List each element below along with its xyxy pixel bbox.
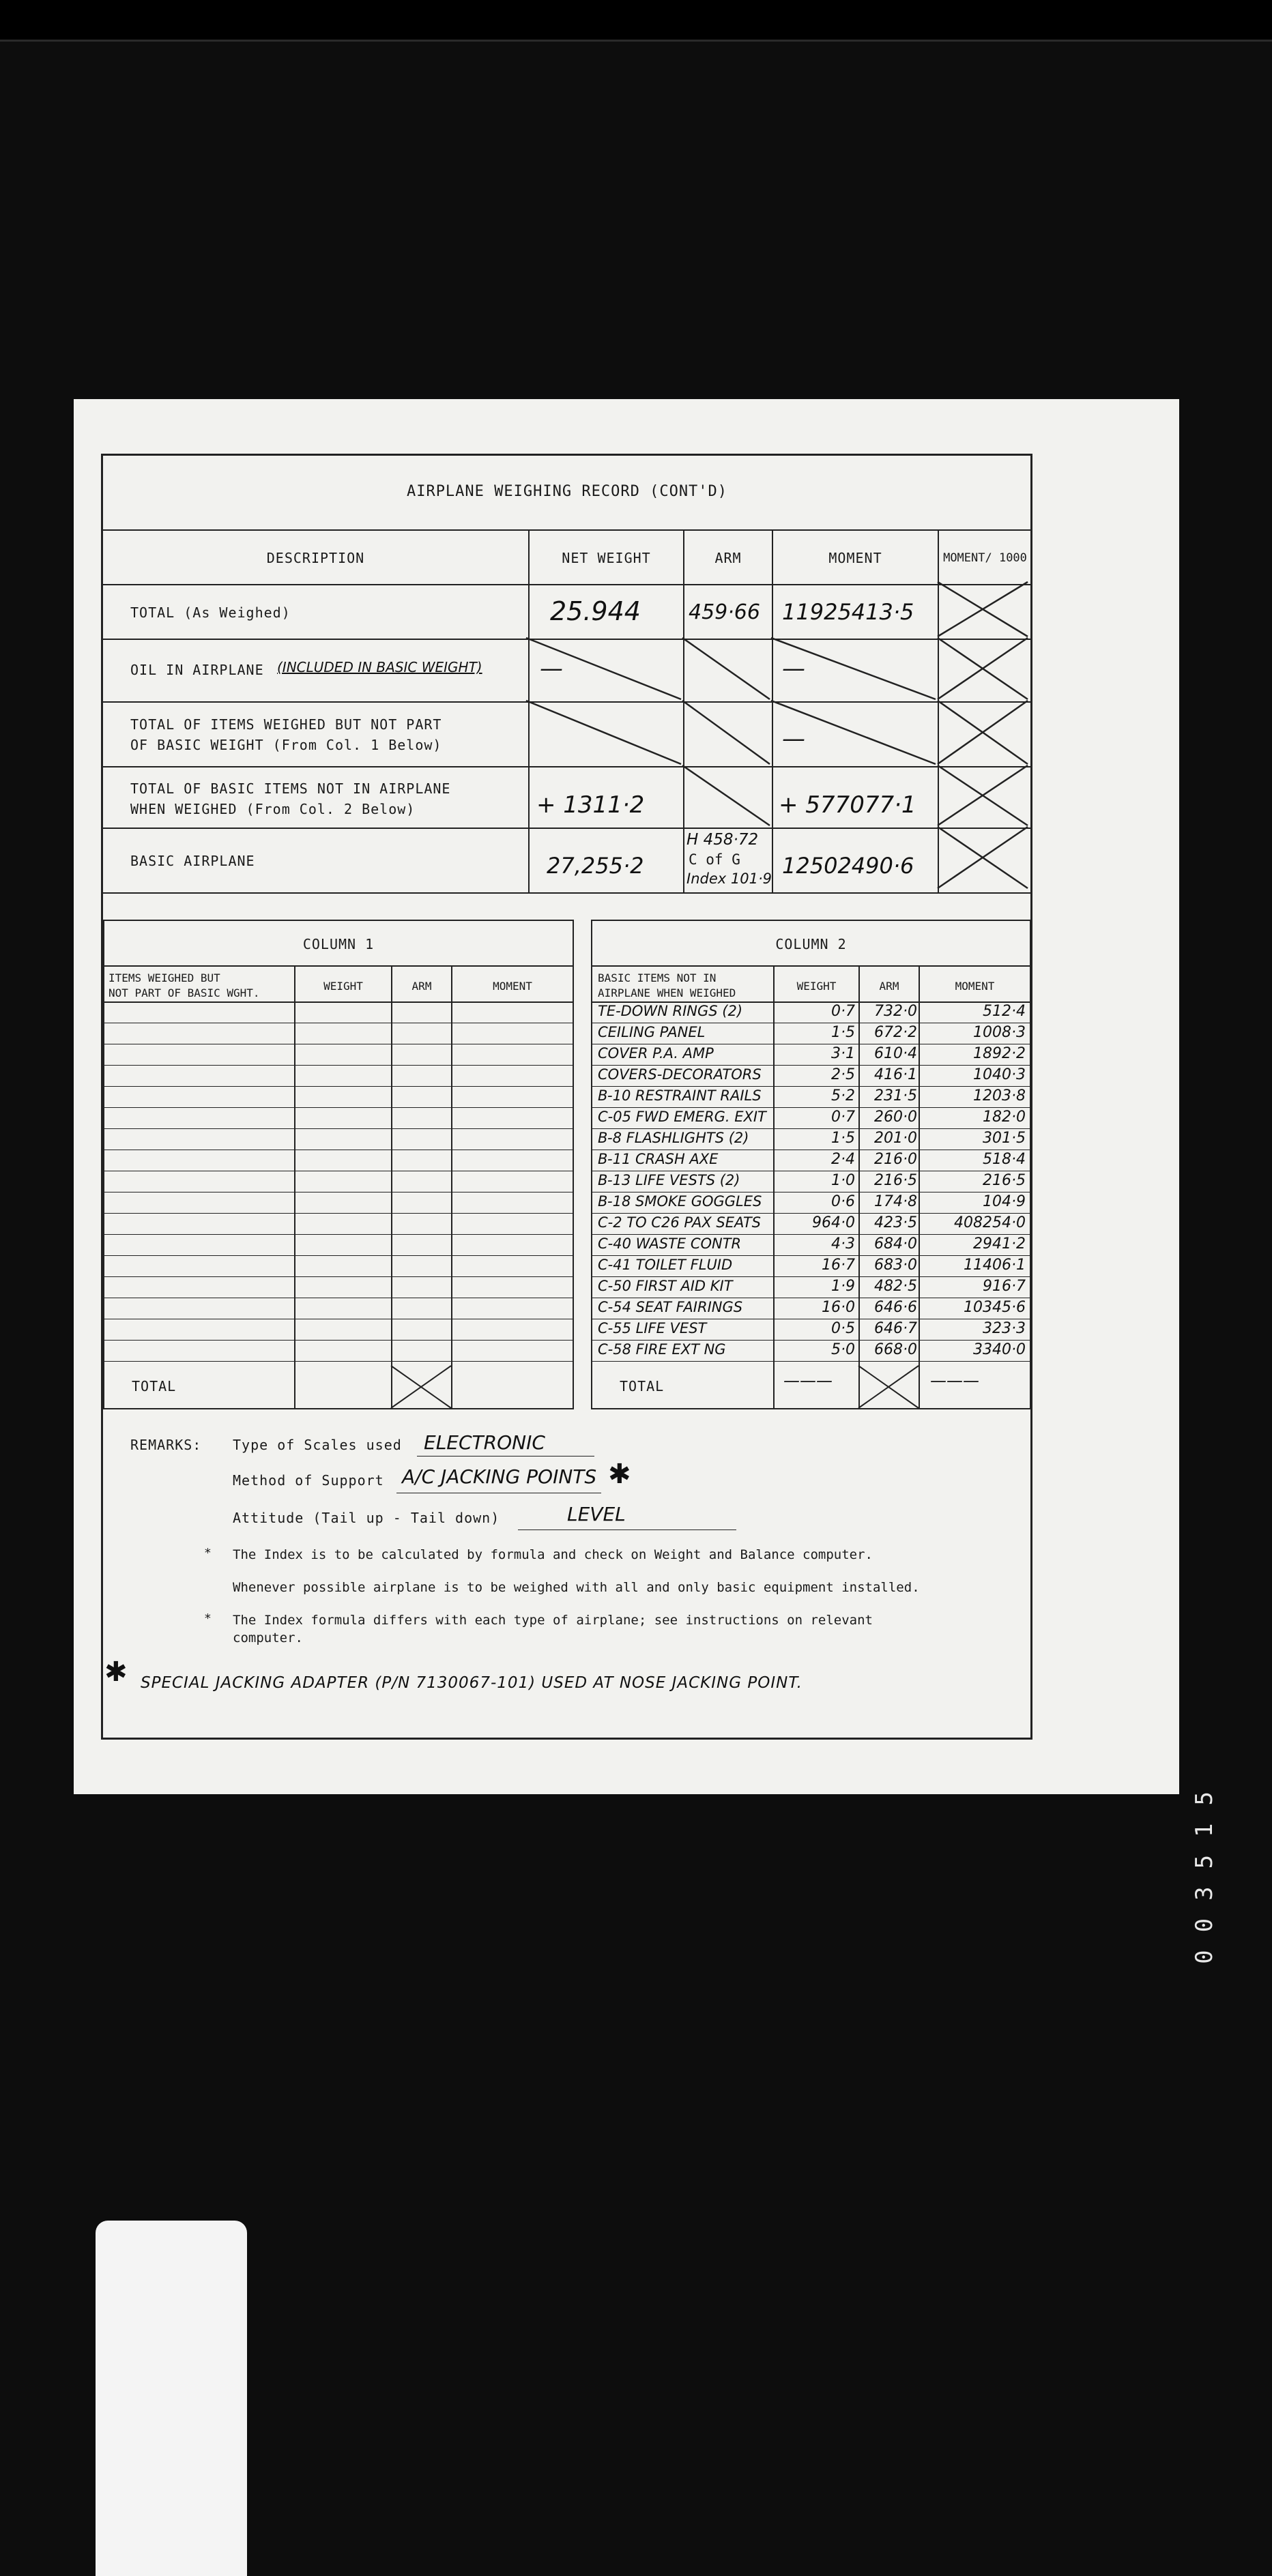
- row-oil-label: OIL IN AIRPLANE: [130, 662, 264, 678]
- column2-cell-item: C-58 FIRE EXT NG: [598, 1341, 726, 1358]
- weighing-record-sheet: [74, 399, 1179, 1794]
- row-total-as-weighed-weight: 25.944: [550, 596, 641, 626]
- column2-cell-arm: 610·4: [874, 1045, 917, 1062]
- bullet-icon: *: [204, 1546, 212, 1560]
- remarks-label: REMARKS:: [130, 1437, 202, 1453]
- row-total-as-weighed-arm: 459·66: [689, 600, 760, 624]
- column2-cell-weight: 2·4: [831, 1151, 855, 1168]
- column2-cell-moment: 512·4: [983, 1003, 1026, 1020]
- note-index-formula: The Index formula differs with each type of airplane; see instructions on relevant: [233, 1613, 873, 1628]
- column2-cell-item: C-55 LIFE VEST: [598, 1320, 707, 1336]
- column2-cell-arm: 174·8: [874, 1193, 917, 1210]
- column1-header-items1: ITEMS WEIGHED BUT: [109, 971, 220, 984]
- scales-label: Type of Scales used: [233, 1437, 402, 1453]
- column2-cell-arm: 684·0: [874, 1235, 917, 1253]
- column2-cell-moment: 301·5: [983, 1130, 1026, 1147]
- header-arm: ARM: [714, 550, 742, 566]
- column1-total-label: TOTAL: [132, 1378, 177, 1394]
- column2-cell-item: B-8 FLASHLIGHTS (2): [598, 1130, 749, 1146]
- column2-cell-moment: 10345·6: [964, 1299, 1026, 1316]
- column2-cell-moment: 2941·2: [973, 1235, 1026, 1253]
- row-total-as-weighed-moment: 11925413·5: [782, 599, 914, 625]
- column2-cell-moment: 1892·2: [973, 1045, 1026, 1062]
- row-basic-airplane-weight: 27,255·2: [547, 853, 644, 879]
- column2-cell-arm: 216·0: [874, 1151, 917, 1168]
- column2-cell-moment: 323·3: [983, 1320, 1026, 1337]
- row-oil-weight: —: [540, 655, 563, 682]
- column2-cell-moment: 182·0: [983, 1109, 1026, 1126]
- column2-header-items2: AIRPLANE WHEN WEIGHED: [598, 986, 736, 999]
- column2-cell-item: C-54 SEAT FAIRINGS: [598, 1299, 743, 1315]
- column2-cell-arm: 672·2: [874, 1024, 917, 1041]
- column2-cell-arm: 646·7: [874, 1320, 917, 1337]
- table-strike-lines: [74, 399, 1179, 1794]
- film-top-band: [0, 0, 1272, 41]
- column2-cell-arm: 216·5: [874, 1172, 917, 1189]
- asterisk-mark-icon: ✱: [608, 1459, 631, 1490]
- column2-cell-item: TE-DOWN RINGS (2): [598, 1003, 743, 1019]
- column2-cell-weight: 16·0: [822, 1299, 855, 1316]
- column2-cell-weight: 5·0: [831, 1341, 855, 1358]
- row-basic-airplane-index: Index 101·9: [686, 870, 772, 887]
- film-edge: [0, 40, 1272, 42]
- column2-cell-moment: 1203·8: [973, 1087, 1026, 1104]
- column2-cell-item: C-2 TO C26 PAX SEATS: [598, 1214, 762, 1231]
- row-basic-airplane-moment: 12502490·6: [782, 853, 914, 879]
- column1-title: COLUMN 1: [302, 936, 375, 952]
- support-label: Method of Support: [233, 1472, 384, 1489]
- column2-cell-arm: 482·5: [874, 1278, 917, 1295]
- row-basic-not-in-label1: TOTAL OF BASIC ITEMS NOT IN AIRPLANE: [130, 780, 451, 797]
- column2-cell-item: C-05 FWD EMERG. EXIT: [598, 1109, 766, 1125]
- column2-total-weight: ———: [783, 1371, 833, 1390]
- row-basic-airplane-cg-label: C of G: [689, 851, 740, 868]
- column2-cell-weight: 0·6: [831, 1193, 855, 1210]
- column1-header-weight: WEIGHT: [323, 980, 363, 993]
- row-total-as-weighed-label: TOTAL (As Weighed): [130, 604, 291, 621]
- row-basic-not-in-weight: + 1311·2: [536, 791, 645, 819]
- row-oil-moment: —: [782, 655, 805, 682]
- column2-cell-arm: 416·1: [874, 1066, 917, 1083]
- column2-cell-moment: 916·7: [983, 1278, 1026, 1295]
- support-value: A/C JACKING POINTS: [402, 1465, 597, 1488]
- note-index-formula-cont: computer.: [233, 1630, 303, 1645]
- column2-cell-moment: 1040·3: [973, 1066, 1026, 1083]
- header-moment-1000: MOMENT/ 1000: [943, 551, 1027, 565]
- special-jacking-note: SPECIAL JACKING ADAPTER (P/N 7130067-101) USED AT NOSE JACKING POINT.: [141, 1674, 803, 1692]
- column2-cell-weight: 3·1: [831, 1045, 855, 1062]
- row-items-not-basic-moment: —: [782, 725, 805, 752]
- column2-cell-moment: 408254·0: [954, 1214, 1026, 1231]
- column2-cell-item: B-11 CRASH AXE: [598, 1151, 719, 1167]
- column2-cell-weight: 0·7: [831, 1003, 855, 1020]
- column2-header-arm: ARM: [879, 980, 899, 993]
- column2-cell-moment: 11406·1: [964, 1257, 1026, 1274]
- column2-cell-item: CEILING PANEL: [598, 1024, 706, 1040]
- asterisk-mark-icon: ✱: [104, 1656, 128, 1688]
- row-basic-airplane-label: BASIC AIRPLANE: [130, 853, 255, 869]
- column2-cell-moment: 518·4: [983, 1151, 1026, 1168]
- column2-header-weight: WEIGHT: [796, 980, 837, 993]
- column2-cell-weight: 2·5: [831, 1066, 855, 1083]
- scales-value: ELECTRONIC: [424, 1431, 545, 1454]
- header-moment: MOMENT: [828, 550, 882, 566]
- column2-cell-weight: 1·9: [831, 1278, 855, 1295]
- header-net-weight: NET WEIGHT: [562, 550, 651, 566]
- column2-cell-item: COVERS-DECORATORS: [598, 1066, 762, 1083]
- column1-header-arm: ARM: [411, 980, 432, 993]
- column2-cell-weight: 0·7: [831, 1109, 855, 1126]
- bullet-icon: *: [204, 1611, 212, 1626]
- row-basic-airplane-arm: H 458·72: [686, 831, 759, 849]
- column2-cell-weight: 1·5: [831, 1024, 855, 1041]
- column2-cell-arm: 683·0: [874, 1257, 917, 1274]
- column2-title: COLUMN 2: [775, 936, 847, 952]
- column2-header-moment: MOMENT: [955, 980, 995, 993]
- column2-cell-weight: 964·0: [812, 1214, 855, 1231]
- film-leader-strip: [96, 2221, 247, 2576]
- column2-cell-arm: 231·5: [874, 1087, 917, 1104]
- column2-cell-moment: 1008·3: [973, 1024, 1026, 1041]
- column1-header-items2: NOT PART OF BASIC WGHT.: [109, 986, 260, 999]
- column2-header-items1: BASIC ITEMS NOT IN: [598, 971, 717, 984]
- column1-header-moment: MOMENT: [493, 980, 532, 993]
- column2-cell-item: B-10 RESTRAINT RAILS: [598, 1087, 762, 1104]
- column2-cell-arm: 668·0: [874, 1341, 917, 1358]
- column2-cell-weight: 0·5: [831, 1320, 855, 1337]
- column2-cell-item: C-50 FIRST AID KIT: [598, 1278, 733, 1294]
- column2-cell-weight: 5·2: [831, 1087, 855, 1104]
- column2-cell-item: C-40 WASTE CONTR: [598, 1235, 742, 1252]
- row-basic-not-in-label2: WHEN WEIGHED (From Col. 2 Below): [130, 801, 416, 817]
- column2-cell-weight: 1·0: [831, 1172, 855, 1189]
- header-description: DESCRIPTION: [266, 550, 365, 566]
- attitude-label: Attitude (Tail up - Tail down): [233, 1510, 500, 1526]
- column2-cell-moment: 216·5: [983, 1172, 1026, 1189]
- note-basic-equipment: Whenever possible airplane is to be weighed with all and only basic equipment installed.: [233, 1580, 920, 1595]
- column2-cell-arm: 646·6: [874, 1299, 917, 1316]
- column2-cell-arm: 201·0: [874, 1130, 917, 1147]
- column2-cell-item: B-13 LIFE VESTS (2): [598, 1172, 740, 1188]
- form-title: AIRPLANE WEIGHING RECORD (CONT'D): [406, 483, 728, 500]
- column2-cell-moment: 3340·0: [973, 1341, 1026, 1358]
- row-items-not-basic-label2: OF BASIC WEIGHT (From Col. 1 Below): [130, 737, 442, 753]
- attitude-value: LEVEL: [567, 1503, 626, 1525]
- row-oil-note: (INCLUDED IN BASIC WEIGHT): [277, 659, 482, 675]
- column2-cell-weight: 4·3: [831, 1235, 855, 1253]
- column2-cell-arm: 423·5: [874, 1214, 917, 1231]
- column2-total-moment: ———: [930, 1371, 979, 1390]
- column2-cell-arm: 732·0: [874, 1003, 917, 1020]
- row-basic-not-in-moment: + 577077·1: [779, 791, 916, 819]
- column2-cell-item: COVER P.A. AMP: [598, 1045, 714, 1062]
- frame-number: 003515: [1191, 1774, 1218, 1964]
- column2-cell-moment: 104·9: [983, 1193, 1026, 1210]
- column2-cell-arm: 260·0: [874, 1109, 917, 1126]
- column2-total-label: TOTAL: [620, 1378, 665, 1394]
- column2-cell-weight: 16·7: [822, 1257, 855, 1274]
- row-items-not-basic-label1: TOTAL OF ITEMS WEIGHED BUT NOT PART: [130, 716, 442, 733]
- column2-cell-item: C-41 TOILET FLUID: [598, 1257, 733, 1273]
- note-index-calc: The Index is to be calculated by formula and check on Weight and Balance computer.: [233, 1547, 873, 1562]
- column2-cell-weight: 1·5: [831, 1130, 855, 1147]
- column2-cell-item: B-18 SMOKE GOGGLES: [598, 1193, 762, 1210]
